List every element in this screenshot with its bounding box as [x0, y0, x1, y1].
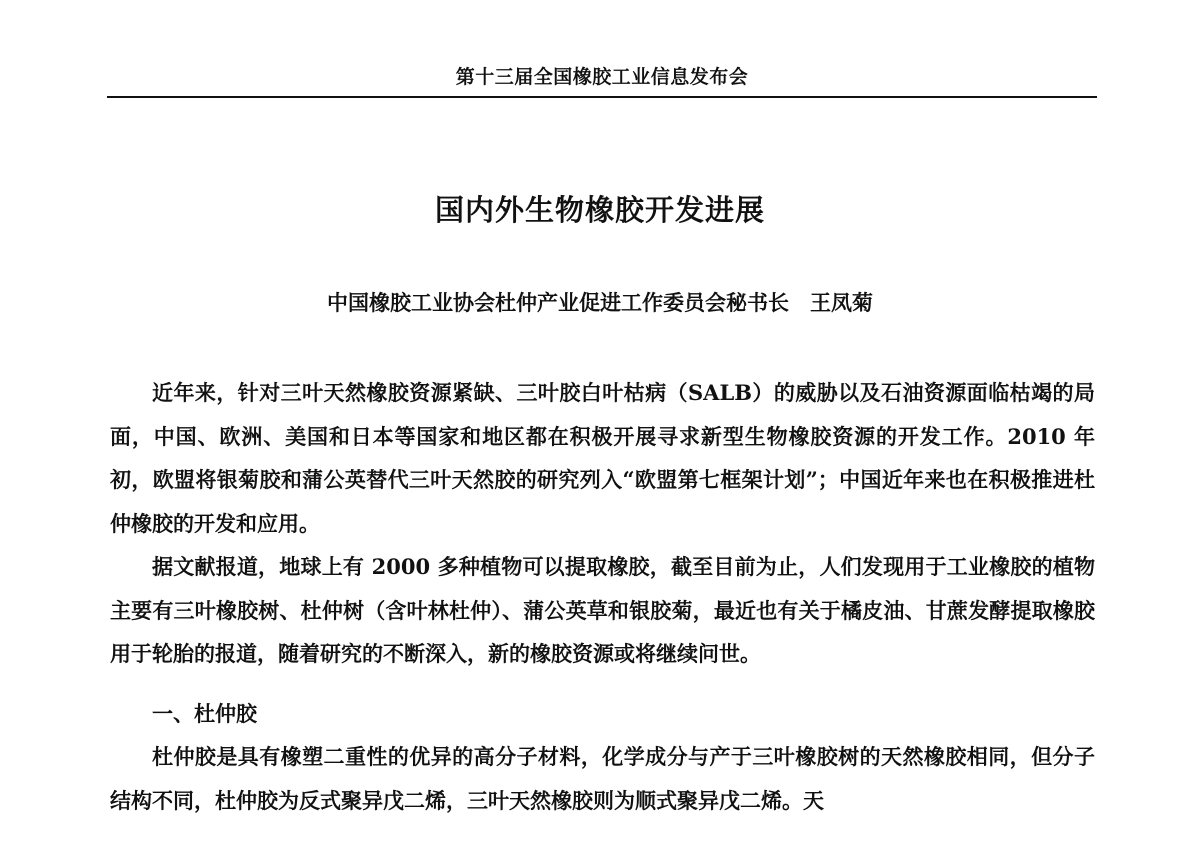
header-rule [107, 96, 1097, 98]
running-header: 第十三届全国橡胶工业信息发布会 [455, 66, 749, 88]
author-byline: 中国橡胶工业协会杜仲产业促进工作委员会秘书长 王凤菊 [327, 290, 873, 315]
paragraph-sources: 据文献报道，地球上有 2000 多种植物可以提取橡胶，截至目前为止，人们发现用于工业橡胶的植物主要有三叶橡胶树、杜仲树（含叶林杜仲）、蒲公英草和银胶菊，最近也有关于橘皮油、甘蔗发酵提取橡胶用于轮胎的报道，随着研究的不断深入，新的橡胶资源或将继续问世。 [110, 554, 1095, 666]
paragraph-section: 杜仲胶是具有橡塑二重性的优异的高分子材料，化学成分与产于三叶橡胶树的天然橡胶相同，但分子结构不同，杜仲胶为反式聚异戊二烯，三叶天然橡胶则为顺式聚异戊二烯。天 [110, 744, 1095, 813]
section-heading: 一、杜仲胶 [152, 700, 257, 726]
article-body [110, 371, 1095, 822]
article-title: 国内外生物橡胶开发进展 [434, 193, 765, 227]
paragraph-intro: 近年来，针对三叶天然橡胶资源紧缺、三叶胶白叶枯病（SALB）的威胁以及石油资源面临枯竭的局面，中国、欧洲、美国和日本等国家和地区都在积极开展寻求新型生物橡胶资源的开发工作。2010 年初，欧盟将银菊胶和蒲公英替代三叶天然胶的研究列入“欧盟第七框架计划”；中国近年来也在积极推进杜仲橡胶的开发和应用。 [110, 380, 1095, 536]
